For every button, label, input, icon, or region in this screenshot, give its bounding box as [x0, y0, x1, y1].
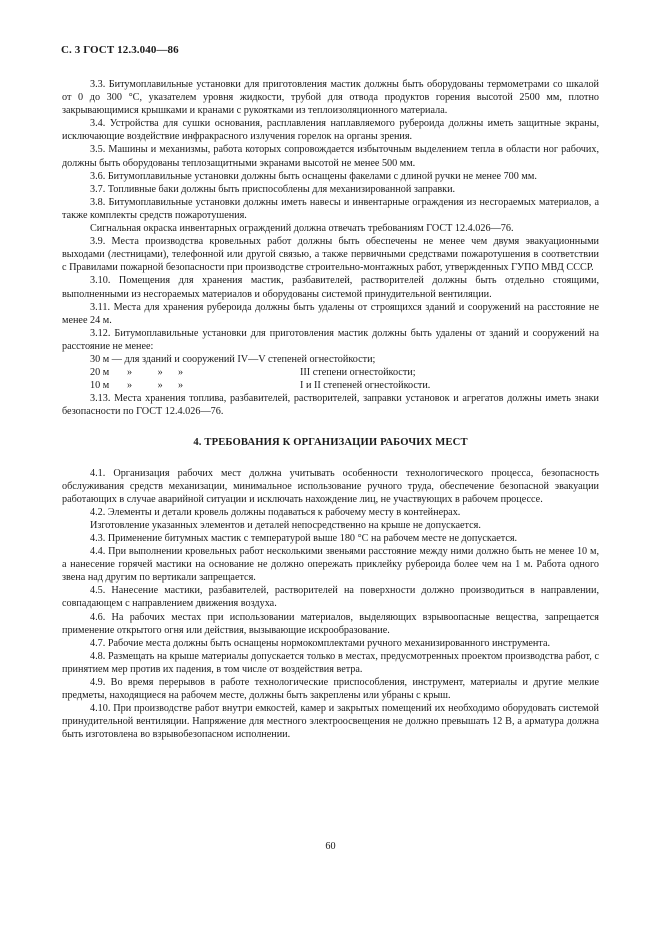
paragraph-4-2: 4.2. Элементы и детали кровель должны подаваться к рабочему месту в контейнерах. [90, 506, 461, 518]
section-4-title: 4. ТРЕБОВАНИЯ К ОРГАНИЗАЦИИ РАБОЧИХ МЕСТ [193, 437, 468, 449]
paragraph-4-8: 4.8. Размещать на крыше материалы допускается только в местах, предусмотренных проектом производства работ, с принятием мер против их падения, в том числе от воздействия ветра. [62, 650, 599, 675]
distance-text: 30 м — для зданий и сооружений IV—V степеней огнестойкости; [90, 353, 376, 365]
paragraph-3-10: 3.10. Помещения для хранения мастик, разбавителей, растворителей должны быть отдельно стоящими, выполненными из несгораемых материалов и оборудованы системой принудительной вентиляции. [62, 275, 599, 300]
paragraph-3-9: 3.9. Места производства кровельных работ должны быть обеспечены не менее чем двумя эвакуационными выходами (лестницами), телефонной или другой связью, а также первичными средствами пожаротушения в соответствии с Правилами пожарной безопасности при производстве строительно-монтажных работ, утвержденных ГУПО МВД СССР. [62, 236, 599, 274]
paragraph-4-3: 4.3. Применение битумных мастик с температурой выше 180 °С на рабочем месте не допускается. [90, 533, 518, 544]
distance-list-item [62, 366, 599, 379]
paragraph-3-3: 3.3. Битумоплавильные установки для приготовления мастик должны быть оборудованы термометрами со шкалой от 0 до 300 °С, указателем уровня жидкости, трубой для отвода продуктов горения высотой 2500 мм, плотно закрывающимися крышками и кранами с рукоятками из теплоизоляционного материала. [62, 79, 599, 117]
paragraph-3-5: 3.5. Машины и механизмы, работа которых сопровождается избыточным выделением тепла в области ног рабочих, должны быть оборудованы теплозащитными экранами высотой не менее 500 мм. [62, 144, 599, 169]
paragraph-4-6: 4.6. На рабочих местах при использовании материалов, выделяющих взрывоопасные вещества, запрещается применение открытого огня или действия, вызывающие искрообразование. [62, 611, 599, 636]
paragraph-3-7: 3.7. Топливные баки должны быть приспособлены для механизированной заправки. [90, 183, 456, 195]
document-body [62, 78, 599, 742]
distance-text: 10 м » » » [90, 380, 184, 392]
paragraph-3-11: 3.11. Места для хранения рубероида должны быть удалены от строящихся зданий и сооружений на расстояние не менее 24 м. [62, 301, 599, 326]
paragraph-3-13: 3.13. Места хранения топлива, разбавителей, растворителей, заправки установок и агрегатов должны иметь знаки безопасности по ГОСТ 12.4.026—76. [62, 393, 599, 418]
distance-list-item [62, 353, 599, 366]
distance-list-item [62, 379, 599, 392]
paragraph-4-2-note: Изготовление указанных элементов и деталей непосредственно на крыше не допускается. [90, 519, 481, 531]
paragraph-3-4: 3.4. Устройства для сушки основания, расплавления наплавляемого рубероида должны иметь защитные экраны, исключающие воздействие инфракрасного излучения горелок на органы зрения. [62, 118, 599, 143]
paragraph-3-6: 3.6. Битумоплавильные установки должны быть оснащены факелами с длиной ручки не менее 700 мм. [90, 170, 537, 182]
paragraph-4-7: 4.7. Рабочие места должны быть оснащены нормокомплектами ручного механизированного инструмента. [90, 637, 551, 649]
paragraph-3-12: 3.12. Битумоплавильные установки для приготовления мастик должны быть удалены от зданий и сооружений на расстояние не менее: [62, 327, 599, 352]
paragraph-4-1: 4.1. Организация рабочих мест должна учитывать особенности технологического процесса, безопасность обслуживания средств механизации, минимальное использование ручного труда, обеспечение безопасной эвакуации работающих в случае аварийной ситуации и исключать нахождение лиц, не участвующих в рабочем процессе. [62, 467, 599, 505]
distance-text: 20 м » » » [90, 367, 184, 379]
distance-degree: III степени огнестойкости; [300, 367, 416, 379]
page-header: С. 3 ГОСТ 12.3.040—86 [61, 44, 179, 56]
paragraph-3-8-note: Сигнальная окраска инвентарных ограждений должна отвечать требованиям ГОСТ 12.4.026—76. [90, 223, 514, 235]
distance-degree: I и II степеней огнестойкости. [300, 380, 431, 392]
paragraph-3-8: 3.8. Битумоплавильные установки должны иметь навесы и инвентарные ограждения из несгораемых материалов, а также комплекты средств пожаротушения. [62, 196, 599, 221]
paragraph-4-10: 4.10. При производстве работ внутри емкостей, камер и закрытых помещений их необходимо оборудовать системой принудительной вентиляции. Напряжение для местного электроосвещения не должно превышать 12 В, а арматура должна быть изготовлена во взрывобезопасном исполнении. [62, 703, 599, 741]
paragraph-4-5: 4.5. Нанесение мастики, разбавителей, растворителей на поверхности должно производиться в направлении, совпадающем с направлением движения воздуха. [62, 585, 599, 610]
paragraph-4-9: 4.9. Во время перерывов в работе технологические приспособления, инструмент, материалы и другие мелкие предметы, находящиеся на рабочем месте, должны быть закреплены или убраны с крыш. [62, 677, 599, 702]
paragraph-4-4: 4.4. При выполнении кровельных работ несколькими звеньями расстояние между ними должно быть не менее 10 м, а нанесение горячей мастики на основание не должно опережать приклейку рубероида более чем на 1 м. Работа одного звена над другим по вертикали запрещается. [62, 546, 599, 584]
page-number: 60 [325, 841, 336, 852]
